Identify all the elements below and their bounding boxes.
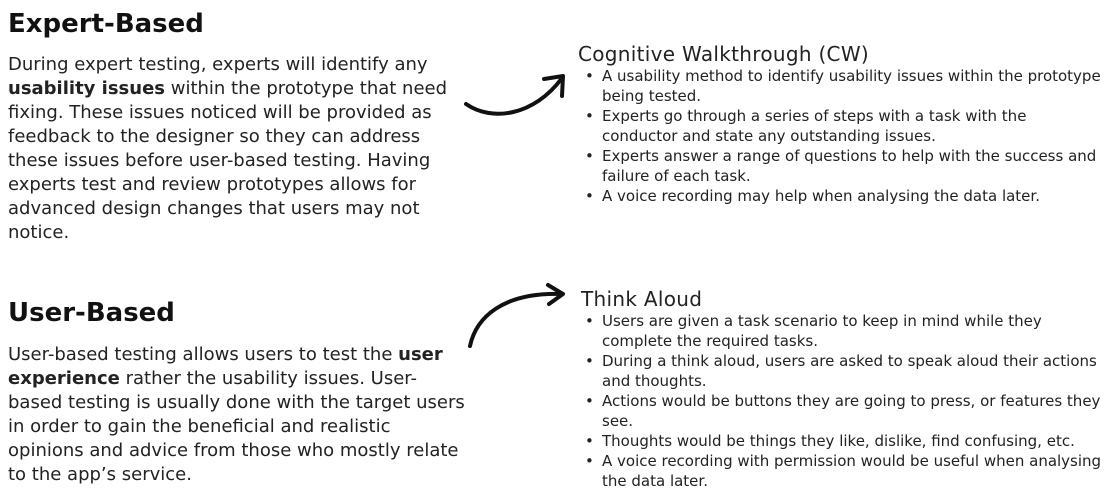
user-para-text-2: rather the usability issues. User-based testing is usually done with the target users in order to gain the beneficial and realistic opinions and advice from those who mostly relate to the app’s service. [8,368,465,485]
list-item: • During a think aloud, users are asked to speak aloud their actions and thoughts. [583,351,1109,391]
think-aloud-list [583,311,1109,491]
list-item: • Experts answer a range of questions to help with the success and failure of each task. [583,146,1103,186]
list-item: • Thoughts would be things they like, dislike, find confusing, etc. [583,431,1109,451]
expert-based-paragraph [8,53,468,245]
user-based-paragraph [8,343,468,487]
expert-para-bold: usability issues [8,78,166,99]
cognitive-walkthrough-list [583,66,1103,206]
list-item: • Actions would be buttons they are going to press, or features they see. [583,391,1109,431]
list-item: • Experts go through a series of steps with a task with the conductor and state any outstanding issues. [583,106,1103,146]
user-para-text-1: User-based testing allows users to test the [8,344,399,365]
expert-based-heading: Expert-Based [8,9,204,39]
list-item: • Users are given a task scenario to keep in mind while they complete the required tasks. [583,311,1109,351]
list-item: • A voice recording may help when analysing the data later. [583,186,1103,206]
expert-para-text-2: within the prototype that need fixing. These issues noticed will be provided as feedback to the designer so they can address these issues before user-based testing. Having experts test and review prototypes allows for advanced design changes that users may not notice. [8,78,448,243]
arrow-right-icon [462,66,572,126]
think-aloud-title: Think Aloud [581,287,703,311]
user-para-bold: user experience [8,344,443,389]
arrow-right-icon [462,282,572,352]
cognitive-walkthrough-title: Cognitive Walkthrough (CW) [578,42,870,66]
list-item: • A usability method to identify usability issues within the prototype being tested. [583,66,1103,106]
list-item: • A voice recording with permission would be useful when analysing the data later. [583,451,1109,491]
expert-para-text-1: During expert testing, experts will identify any [8,54,428,75]
user-based-heading: User-Based [8,298,175,328]
